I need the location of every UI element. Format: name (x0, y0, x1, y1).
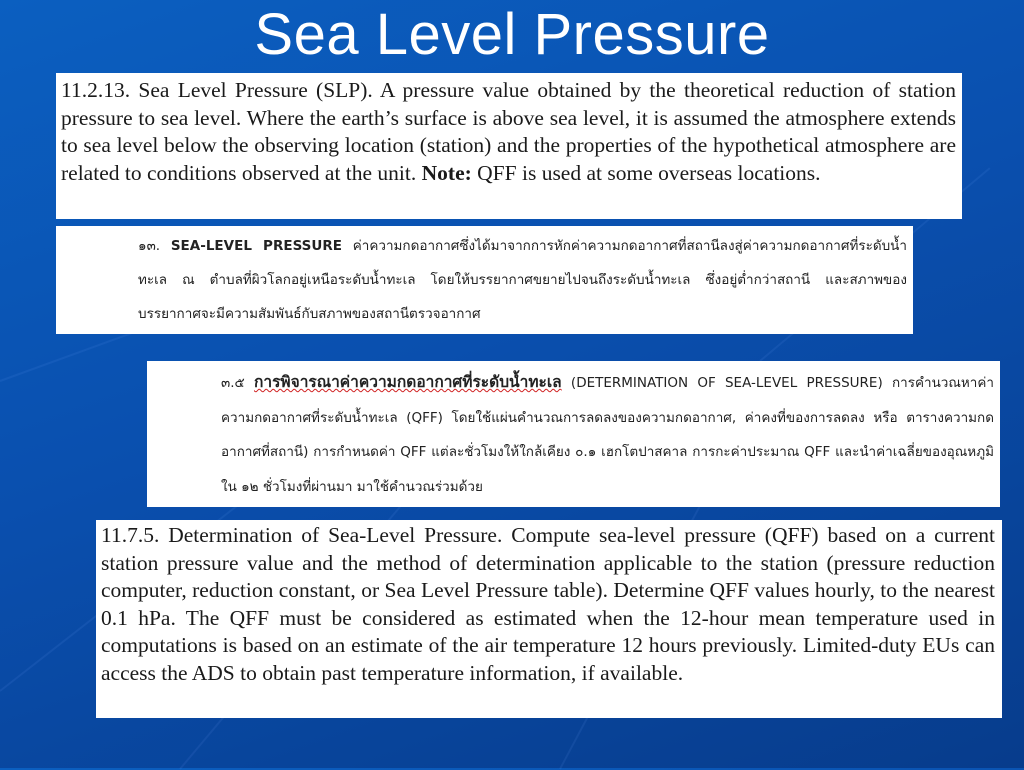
section-heading: 11.2.13. Sea Level Pressure (SLP). (61, 78, 373, 102)
definition-text: A pressure value obtained by the theoretical reduction of station pressure to sea level. Where the earth’s surface is above sea level, it is assumed the atmosphere extends to sea level below the observing location (station) and the properties of the hypothetical atmosphere are related to conditions observed at the unit. (61, 78, 956, 185)
determination-box-english (96, 520, 1002, 718)
note-label: Note: (421, 160, 472, 185)
thai-paragraph (62, 229, 907, 331)
determination-box-thai (147, 361, 1000, 507)
slide-title: Sea Level Pressure (254, 2, 770, 67)
section-heading: 11.7.5. Determination of Sea-Level Pressure. (101, 523, 503, 547)
thai-paragraph (153, 365, 994, 504)
item-number: ๓.๕ (221, 375, 245, 391)
english-heading: (DETERMINATION OF SEA-LEVEL PRESSURE) (570, 375, 883, 391)
item-number: ๑๓. (138, 238, 161, 254)
thai-heading: การพิจารณาค่าความกดอากาศที่ระดับน้ำทะเล (253, 373, 562, 391)
definition-box-slp-english (56, 73, 962, 219)
thai-determination-text: การคำนวณหาค่าความกดอากาศที่ระดับน้ำทะเล (QFF) โดยใช้แผ่นคำนวณการลดลงของความกดอากาศ, ค่าคงที่ของการลดลง หรือ ตารางความกดอากาศที่สถานี) การกำหนดค่า QFF แต่ละชั่วโมงให้ใกล้เคียง ๐.๑ เฮกโตปาสคาล การกะค่าประมาณ QFF และนำค่าเฉลี่ยของอุณหภูมิใน ๑๒ ชั่วโมงที่ผ่านมา มาใช้คำนวณร่วมด้วย (221, 375, 994, 495)
definition-box-slp-thai (56, 226, 913, 334)
determination-text: Compute sea-level pressure (QFF) based on a current station pressure value and the method of determination applicable to the station (pressure reduction computer, reduction constant, or Sea Level Pressure table). Determine QFF values hourly, to the nearest 0.1 hPa. The QFF must be considered as estimated when the 12-hour mean temperature used in computations is based on an estimate of the air temperature 12 hours previously. Limited-duty EUs can access the ADS to obtain past temperature information, if available. (101, 523, 996, 685)
thai-definition-text: ค่าความกดอากาศซึ่งได้มาจากการหักค่าความกดอากาศที่สถานีลงสู่ค่าความกดอากาศที่ระดับน้ำทะเล ณ ตำบลที่ผิวโลกอยู่เหนือระดับน้ำทะเล โดยให้บรรยากาศขยายไปจนถึงระดับน้ำทะเล ซึ่งอยู่ต่ำกว่าสถานี และสภาพของบรรยากาศจะมีความสัมพันธ์กับสภาพของสถานีตรวจอากาศ (138, 238, 907, 322)
term-label: SEA-LEVEL PRESSURE (170, 238, 342, 254)
note-text: QFF is used at some overseas locations. (477, 160, 821, 185)
